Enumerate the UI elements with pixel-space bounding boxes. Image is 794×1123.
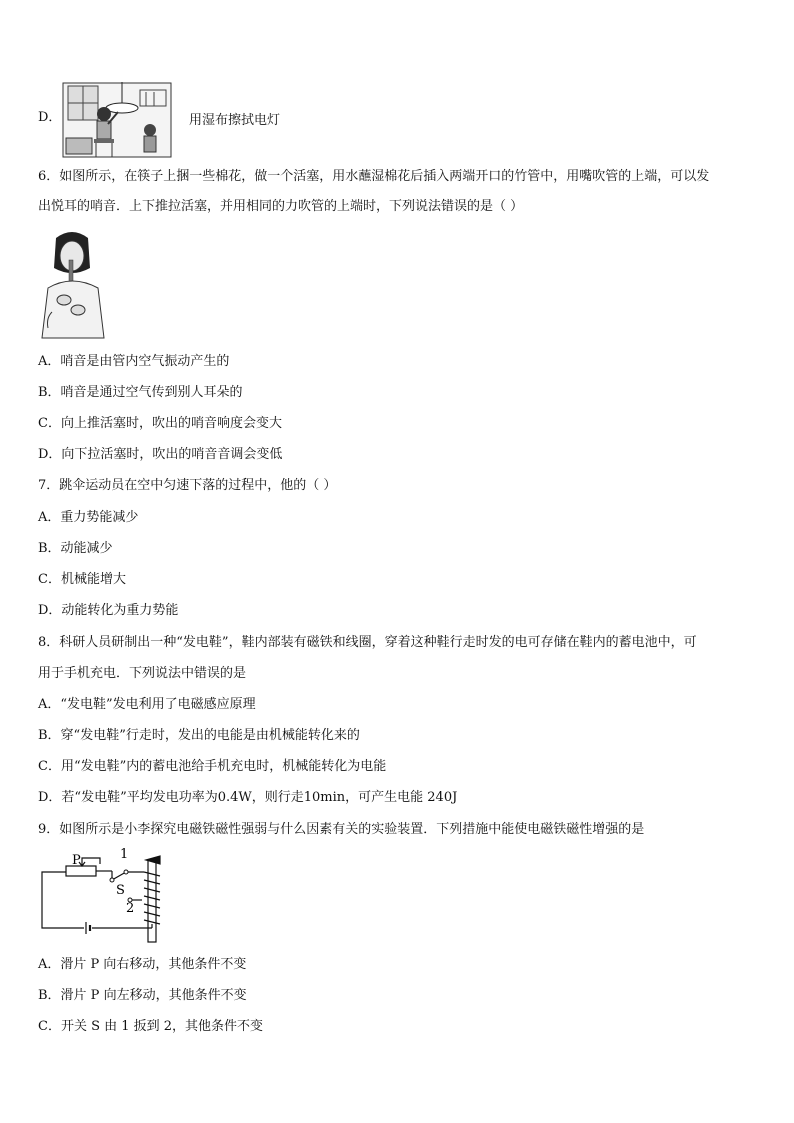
q6-option-b: B．哨音是通过空气传到别人耳朵的 (38, 385, 243, 400)
q9-option-a: A．滑片 P 向右移动，其他条件不变 (38, 957, 247, 972)
q9-stem: 9．如图所示是小李探究电磁铁磁性强弱与什么因素有关的实验装置．下列措施中能使电磁铁磁性增强的是 (38, 822, 645, 837)
q8-stem-line2: 用于手机充电．下列说法中错误的是 (38, 666, 247, 681)
q8-option-d: D．若“发电鞋”平均发电功率为0.4W，则行走10min，可产生电能 240J (38, 790, 458, 805)
contact-2-label: 2 (126, 901, 135, 916)
slider-label: P (72, 853, 81, 868)
q9-option-c: C．开关 S 由 1 扳到 2，其他条件不变 (38, 1019, 264, 1034)
q5-option-d-letter: D． (38, 110, 62, 125)
q9-option-b: B．滑片 P 向左移动，其他条件不变 (38, 988, 247, 1003)
q8-option-c: C．用“发电鞋”内的蓄电池给手机充电时，机械能转化为电能 (38, 759, 387, 774)
electromagnet-circuit-diagram (40, 846, 170, 950)
q8-option-b: B．穿“发电鞋”行走时，发出的电能是由机械能转化来的 (38, 728, 360, 743)
q6-option-d: D．向下拉活塞时，吹出的哨音音调会变低 (38, 447, 283, 462)
q8-option-a: A．“发电鞋”发电利用了电磁感应原理 (38, 697, 256, 712)
wiping-lamp-illustration (62, 82, 172, 158)
q6-option-a: A．哨音是由管内空气振动产生的 (38, 354, 230, 369)
q7-option-a: A．重力势能减少 (38, 510, 139, 525)
q5-option-d-caption: 用湿布擦拭电灯 (189, 113, 281, 128)
q6-option-c: C．向上推活塞时，吹出的哨音响度会变大 (38, 416, 282, 431)
contact-1-label: 1 (120, 847, 129, 862)
q7-option-c: C．机械能增大 (38, 572, 126, 587)
q7-stem: 7．跳伞运动员在空中匀速下落的过程中，他的（ ） (38, 478, 337, 493)
q6-stem-line1: 6．如图所示，在筷子上捆一些棉花，做一个活塞，用水蘸湿棉花后插入两端开口的竹管中，用嘴吹管的上端，可以发 (38, 169, 710, 184)
switch-label: S (116, 883, 125, 898)
q8-stem-line1: 8．科研人员研制出一种“发电鞋”，鞋内部装有磁铁和线圈，穿着这种鞋行走时发的电可存储在鞋内的蓄电池中，可 (38, 635, 697, 650)
q7-option-d: D．动能转化为重力势能 (38, 603, 179, 618)
girl-blowing-whistle-illustration (38, 228, 110, 340)
q7-option-b: B．动能减少 (38, 541, 113, 556)
q6-stem-line2: 出悦耳的哨音．上下推拉活塞，并用相同的力吹管的上端时，下列说法错误的是（ ） (38, 199, 524, 214)
